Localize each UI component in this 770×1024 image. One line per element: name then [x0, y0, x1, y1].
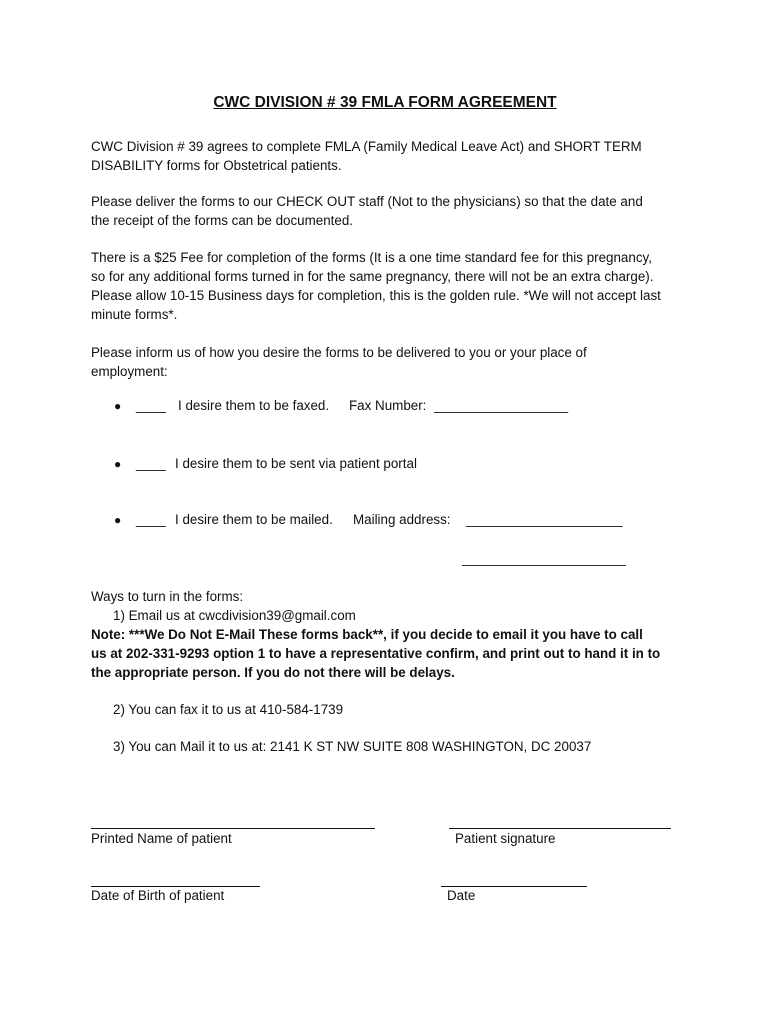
turn-in-section — [91, 587, 691, 682]
dob-line[interactable] — [91, 886, 260, 887]
turn-in-item-fax: 2) You can fax it to us at 410-584-1739 — [113, 702, 344, 717]
mailing-address-field[interactable]: _____________________ — [466, 512, 623, 527]
intro-paragraph — [91, 137, 691, 175]
printed-name-line[interactable] — [91, 828, 375, 829]
fee-line-3: Please allow 10-15 Business days for completion, this is the golden rule. *We will not accept last — [91, 288, 661, 303]
page-title: CWC DIVISION # 39 FMLA FORM AGREEMENT — [213, 94, 557, 111]
mailing-address-label: Mailing address: — [353, 512, 451, 527]
deliver-line-2: the receipt of the forms can be documented. — [91, 213, 354, 228]
note-line-3: the appropriate person. If you do not there will be delays. — [91, 665, 455, 680]
patient-signature-line[interactable] — [449, 828, 671, 829]
deliver-paragraph — [91, 192, 691, 230]
turn-in-item-email: 1) Email us at cwcdivision39@gmail.com — [113, 608, 356, 623]
fax-number-field[interactable]: __________________ — [434, 398, 569, 413]
intro-line-2: DISABILITY forms for Obstetrical patients. — [91, 158, 342, 173]
inform-line-1: Please inform us of how you desire the forms to be delivered to you or your place of — [91, 345, 587, 360]
bullet-icon: ● — [114, 457, 122, 471]
note-line-1: Note: ***We Do Not E-Mail These forms back**, if you decide to email it you have to call — [91, 627, 643, 642]
inform-paragraph — [91, 343, 691, 381]
fee-line-2: so for any additional forms turned in for the same pregnancy, there will not be an extra charge). — [91, 269, 654, 284]
deliver-line-1: Please deliver the forms to our CHECK OUT staff (Not to the physicians) so that the date and — [91, 194, 643, 209]
bullet-icon: ● — [114, 399, 122, 413]
patient-signature-label: Patient signature — [455, 831, 556, 846]
portal-option-text: I desire them to be sent via patient portal — [175, 456, 417, 471]
option-portal — [0, 456, 770, 476]
inform-line-2: employment: — [91, 364, 168, 379]
fax-number-label: Fax Number: — [349, 398, 427, 413]
mailing-address-line-2 — [0, 551, 770, 571]
fee-line-1: There is a $25 Fee for completion of the forms (It is a one time standard fee for this pregnancy, — [91, 250, 652, 265]
dob-label: Date of Birth of patient — [91, 888, 225, 903]
date-label: Date — [447, 888, 476, 903]
portal-checkbox-blank[interactable]: ____ — [136, 456, 166, 471]
intro-line-1: CWC Division # 39 agrees to complete FMLA (Family Medical Leave Act) and SHORT TERM — [91, 139, 642, 154]
fax-checkbox-blank[interactable]: ____ — [136, 398, 166, 413]
option-fax — [0, 398, 770, 418]
mail-checkbox-blank[interactable]: ____ — [136, 512, 166, 527]
note-line-2: us at 202-331-9293 option 1 to have a representative confirm, and print out to hand it in to — [91, 646, 661, 661]
fee-line-4: minute forms*. — [91, 307, 178, 322]
date-line[interactable] — [441, 886, 587, 887]
option-mail — [0, 512, 770, 532]
fee-paragraph — [91, 248, 691, 324]
turn-in-item-mail: 3) You can Mail it to us at: 2141 K ST NW SUITE 808 WASHINGTON, DC 20037 — [113, 739, 592, 754]
mail-option-text: I desire them to be mailed. — [175, 512, 333, 527]
mailing-address-field-2[interactable]: ______________________ — [462, 551, 626, 566]
bullet-icon: ● — [114, 513, 122, 527]
fax-option-text: I desire them to be faxed. — [178, 398, 330, 413]
printed-name-label: Printed Name of patient — [91, 831, 232, 846]
turn-in-heading: Ways to turn in the forms: — [91, 589, 244, 604]
